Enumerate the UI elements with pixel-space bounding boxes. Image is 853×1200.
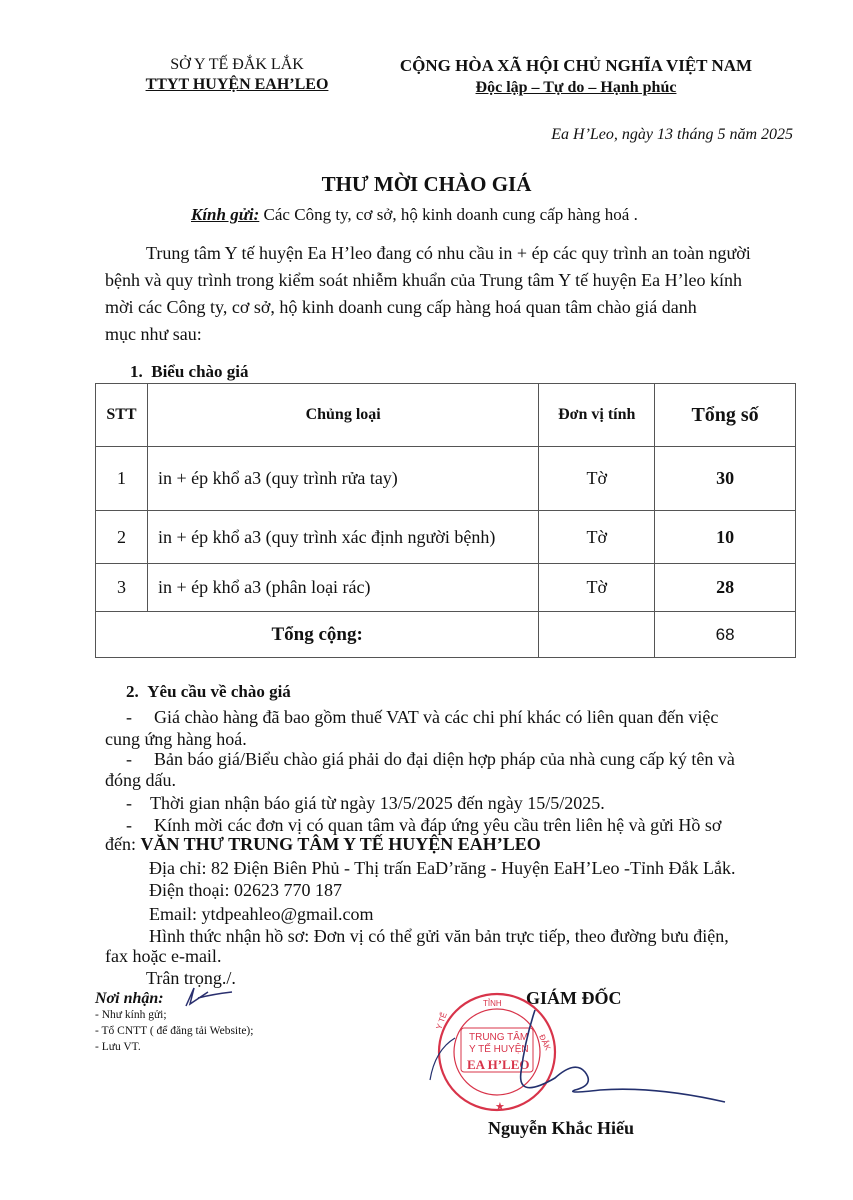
contact-address: Địa chỉ: 82 Điện Biên Phủ - Thị trấn EaD’răng - Huyện EaH’Leo -Tỉnh Đắk Lắk. <box>149 858 736 878</box>
send-to-line <box>105 834 541 855</box>
row-qty: 30 <box>655 447 796 511</box>
bullet-1-line-1: Giá chào hàng đã bao gồm thuế VAT và các chi phí khác có liên quan đến việc <box>154 707 719 727</box>
total-value: 68 <box>655 612 796 658</box>
agency-parent: SỞ Y TẾ ĐẮK LẮK <box>170 56 304 73</box>
contact-email: Email: ytdpeahleo@gmail.com <box>149 904 374 924</box>
signer-role: GIÁM ĐỐC <box>526 988 622 1008</box>
total-label: Tổng cộng: <box>96 612 539 658</box>
date-line: Ea H’Leo, ngày 13 tháng 5 năm 2025 <box>551 126 793 143</box>
table-row <box>96 447 796 511</box>
bullet-2-line-1: Bản báo giá/Biểu chào giá phải do đại diện hợp pháp của nhà cung cấp ký tên và <box>154 749 735 769</box>
svg-text:Y TẾ: Y TẾ <box>434 1011 449 1031</box>
svg-text:EA H’LEO: EA H’LEO <box>467 1057 530 1072</box>
row-unit: Tờ <box>539 564 655 612</box>
addressee-line <box>191 205 638 225</box>
row-item: in + ép khổ a3 (phân loại rác) <box>147 564 538 612</box>
bullet-dash: - <box>126 793 132 813</box>
bullet-dash: - <box>126 707 132 727</box>
addressee-label: Kính gửi: <box>191 205 260 224</box>
submission-method-line-2: fax hoặc e-mail. <box>105 946 222 966</box>
send-to-prefix: đến: <box>105 834 141 854</box>
agency-block <box>118 56 356 94</box>
table-total-row <box>96 612 796 658</box>
row-item: in + ép khổ a3 (quy trình xác định người bệnh) <box>147 511 538 564</box>
intro-line-2: bệnh và quy trình trong kiểm soát nhiễm khuẩn của Trung tâm Y tế huyện Ea H’leo kính <box>105 270 743 290</box>
bullet-dash: - <box>126 749 132 769</box>
section-1-number: 1. <box>130 362 143 381</box>
svg-text:ĐẮK: ĐẮK <box>537 1033 553 1052</box>
agency-name: TTYT HUYỆN EAH’LEO <box>145 76 329 93</box>
recipients-label: Nơi nhận: <box>95 990 164 1007</box>
svg-text:TRUNG TÂM: TRUNG TÂM <box>469 1032 529 1043</box>
contact-phone: Điện thoại: 02623 770 187 <box>149 880 342 900</box>
row-item: in + ép khổ a3 (quy trình rửa tay) <box>147 447 538 511</box>
intro-line-4: mục như sau: <box>105 324 202 344</box>
header-unit: Đơn vị tính <box>539 384 655 447</box>
submission-method-line-1: Hình thức nhận hồ sơ: Đơn vị có thể gửi văn bản trực tiếp, theo đường bưu điện, <box>149 926 729 946</box>
table-header-row <box>96 384 796 447</box>
section-2-title: Yêu cầu về chào giá <box>147 682 291 701</box>
row-unit: Tờ <box>539 511 655 564</box>
document-title: THƯ MỜI CHÀO GIÁ <box>321 172 532 196</box>
table-row <box>96 564 796 612</box>
country-name: CỘNG HÒA XÃ HỘI CHỦ NGHĨA VIỆT NAM <box>399 56 753 75</box>
row-unit: Tờ <box>539 447 655 511</box>
bullet-1-line-2: cung ứng hàng hoá. <box>105 729 247 749</box>
bullet-3: Thời gian nhận báo giá từ ngày 13/5/2025 đến ngày 15/5/2025. <box>150 793 605 813</box>
recipient-item: - Lưu VT. <box>95 1041 141 1053</box>
addressee-text: Các Công ty, cơ sở, hộ kinh doanh cung cấp hàng hoá . <box>259 205 638 224</box>
official-stamp <box>425 990 755 1130</box>
signer-name: Nguyễn Khắc Hiếu <box>488 1118 635 1138</box>
national-header <box>366 56 786 97</box>
section-2-number: 2. <box>126 682 139 701</box>
section-1-heading <box>130 362 249 382</box>
row-qty: 10 <box>655 511 796 564</box>
intro-line-1: Trung tâm Y tế huyện Ea H’leo đang có nhu cầu in + ép các quy trình an toàn người <box>146 243 751 263</box>
svg-text:★: ★ <box>495 1101 505 1113</box>
row-stt: 3 <box>96 564 148 612</box>
price-offer-table <box>95 383 796 658</box>
section-2-heading <box>126 682 291 702</box>
recipient-item: - Như kính gửi; <box>95 1009 167 1021</box>
total-empty-cell <box>539 612 655 658</box>
section-1-title: Biểu chào giá <box>151 362 249 381</box>
bullet-4: Kính mời các đơn vị có quan tâm và đáp ứng yêu cầu trên liên hệ và gửi Hồ sơ <box>154 815 722 835</box>
bullet-2-line-2: đóng dấu. <box>105 770 176 790</box>
send-to-recipient: VĂN THƯ TRUNG TÂM Y TẾ HUYỆN EAH’LEO <box>140 834 541 854</box>
row-stt: 1 <box>96 447 148 511</box>
header-stt: STT <box>96 384 148 447</box>
national-motto: Độc lập – Tự do – Hạnh phúc <box>475 79 677 96</box>
row-qty: 28 <box>655 564 796 612</box>
intro-line-3: mời các Công ty, cơ sở, hộ kinh doanh cung cấp hàng hoá quan tâm chào giá danh <box>105 297 697 317</box>
header-item: Chủng loại <box>147 384 538 447</box>
recipient-item: - Tổ CNTT ( để đăng tải Website); <box>95 1025 254 1037</box>
svg-text:TỈNH: TỈNH <box>483 999 502 1008</box>
initial-mark <box>178 984 238 1012</box>
closing-text: Trân trọng./. <box>146 968 236 988</box>
header-total: Tổng số <box>655 384 796 447</box>
table-row <box>96 511 796 564</box>
svg-text:Y TẾ HUYỆN: Y TẾ HUYỆN <box>469 1044 529 1055</box>
bullet-dash: - <box>126 815 132 835</box>
row-stt: 2 <box>96 511 148 564</box>
